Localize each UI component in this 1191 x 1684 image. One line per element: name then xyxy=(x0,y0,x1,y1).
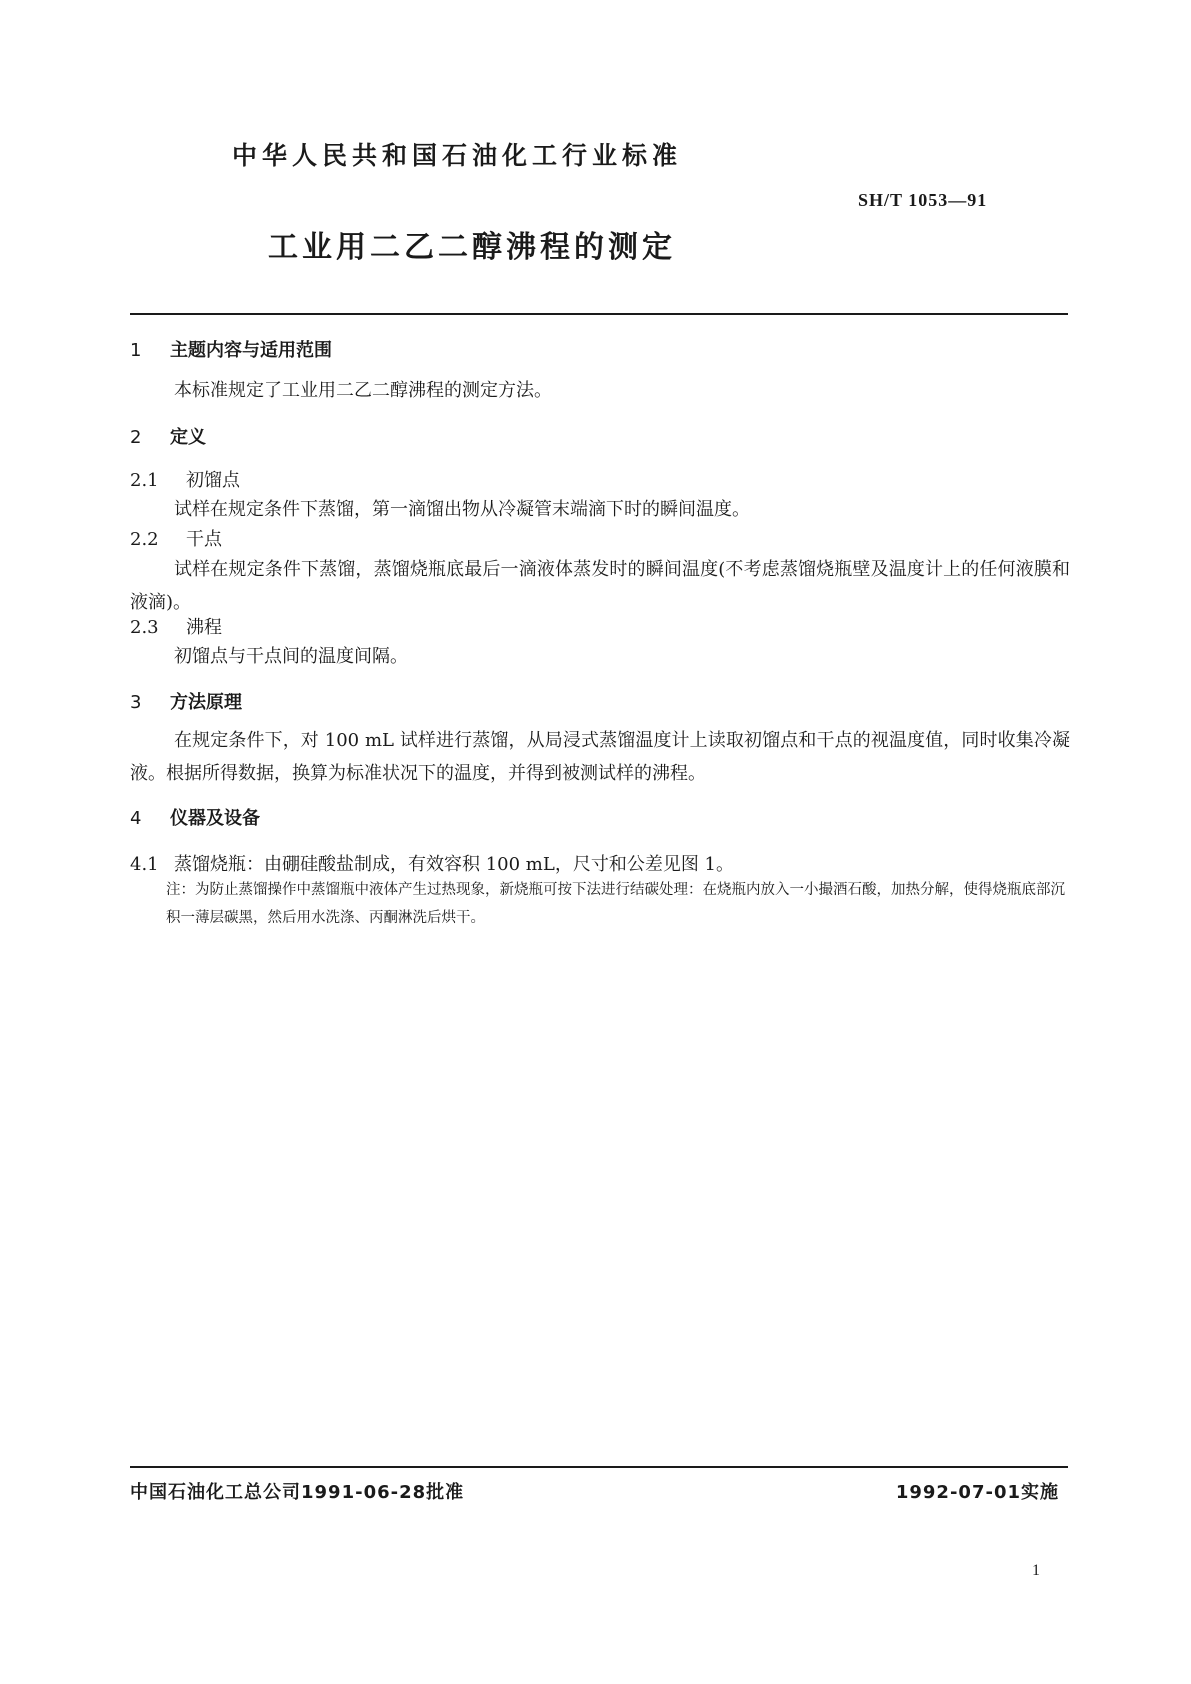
footer-divider xyxy=(130,1466,1068,1468)
section-title: 定义 xyxy=(170,427,206,448)
section-1-heading xyxy=(130,336,332,362)
section-3-text: 在规定条件下，对 100 mL 试样进行蒸馏，从局浸式蒸馏温度计上读取初馏点和干点的视温度值，同时收集冷凝液。根据所得数据，换算为标准状况下的温度，并得到被测试样的沸程。 xyxy=(130,730,1070,784)
section-title: 仪器及设备 xyxy=(170,808,260,829)
subsection-title: 初馏点 xyxy=(186,470,240,491)
subsection-2-2-text: 试样在规定条件下蒸馏，蒸馏烧瓶底最后一滴液体蒸发时的瞬间温度(不考虑蒸馏烧瓶壁及温度计上的任何液膜和液滴)。 xyxy=(130,559,1070,613)
subsection-2-2-heading xyxy=(130,525,222,551)
approval-date: 中国石油化工总公司1991-06-28批准 xyxy=(130,1482,465,1503)
section-number: 2 xyxy=(130,427,142,448)
subsection-number: 2.1 xyxy=(130,470,159,491)
subsection-number: 4.1 xyxy=(130,854,159,875)
section-3-heading xyxy=(130,688,242,714)
issuer-heading: 中华人民共和国石油化工行业标准 xyxy=(232,141,683,170)
subsection-title: 干点 xyxy=(186,529,222,550)
subsection-2-3-heading xyxy=(130,613,222,639)
subsection-2-1-text: 试样在规定条件下蒸馏，第一滴馏出物从冷凝管末端滴下时的瞬间温度。 xyxy=(174,499,750,520)
subsection-title: 沸程 xyxy=(186,617,222,638)
subsection-2-3-text: 初馏点与干点间的温度间隔。 xyxy=(174,646,408,667)
section-1-text: 本标准规定了工业用二乙二醇沸程的测定方法。 xyxy=(174,380,552,401)
subsection-4-1 xyxy=(130,850,734,876)
standard-number: SH/T 1053—91 xyxy=(858,190,988,210)
section-title: 方法原理 xyxy=(170,692,242,713)
section-title: 主题内容与适用范围 xyxy=(170,340,332,361)
subsection-text: 蒸馏烧瓶：由硼硅酸盐制成，有效容积 100 mL，尺寸和公差见图 1。 xyxy=(174,854,734,875)
section-number: 1 xyxy=(130,340,142,361)
effective-date: 1992-07-01实施 xyxy=(895,1482,1059,1503)
section-4-heading xyxy=(130,804,260,830)
subsection-number: 2.2 xyxy=(130,529,159,550)
section-number: 3 xyxy=(130,692,142,713)
note-4-1: 注：为防止蒸馏操作中蒸馏瓶中液体产生过热现象，新烧瓶可按下法进行结碳处理：在烧瓶内放入一小撮酒石酸，加热分解，使得烧瓶底部沉积一薄层碳黑，然后用水洗涤、丙酮淋洗后烘干。 xyxy=(166,882,1065,926)
page-number: 1 xyxy=(1032,1562,1040,1579)
header-divider xyxy=(130,313,1068,315)
subsection-number: 2.3 xyxy=(130,617,159,638)
section-2-heading xyxy=(130,423,206,449)
section-number: 4 xyxy=(130,808,142,829)
subsection-2-1-heading xyxy=(130,466,240,492)
document-title: 工业用二乙二醇沸程的测定 xyxy=(268,230,676,265)
